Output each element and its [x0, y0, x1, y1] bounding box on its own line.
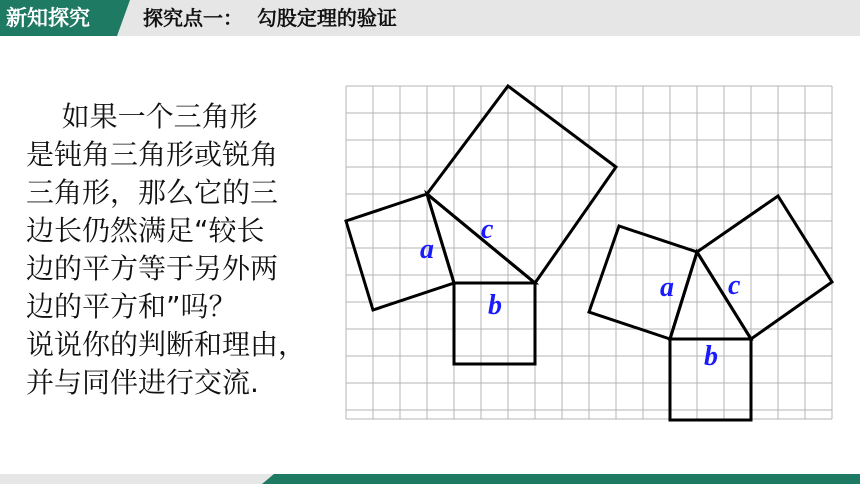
question-line: 边的平方等于另外两	[26, 252, 279, 285]
right-label-a: a	[660, 272, 674, 303]
question-line: 如果一个三角形	[26, 100, 258, 133]
square-grid	[346, 86, 832, 419]
footer-accent	[262, 474, 860, 484]
right-label-c: c	[728, 270, 741, 301]
header-bar	[0, 0, 860, 36]
right-figure	[589, 196, 832, 420]
question-line: 边的平方和”吗？	[26, 290, 237, 323]
grid-diagram	[330, 80, 860, 430]
question-line: 三角形，那么它的三	[26, 176, 279, 209]
page-title: 探究点一： 勾股定理的验证	[143, 6, 397, 30]
question-line: 并与同伴进行交流.	[26, 366, 259, 399]
right-label-b: b	[704, 341, 718, 372]
left-label-a: a	[420, 234, 434, 265]
question-line: 是钝角三角形或锐角	[26, 138, 279, 171]
question-line: 边长仍然满足“较长	[26, 214, 265, 247]
left-square-c	[427, 86, 616, 283]
right-square-c	[697, 196, 832, 339]
left-label-b: b	[488, 290, 502, 321]
question-text	[26, 98, 346, 402]
question-line: 说说你的判断和理由，	[26, 328, 307, 361]
section-tag-label: 新知探究	[6, 6, 90, 30]
left-label-c: c	[481, 214, 494, 245]
